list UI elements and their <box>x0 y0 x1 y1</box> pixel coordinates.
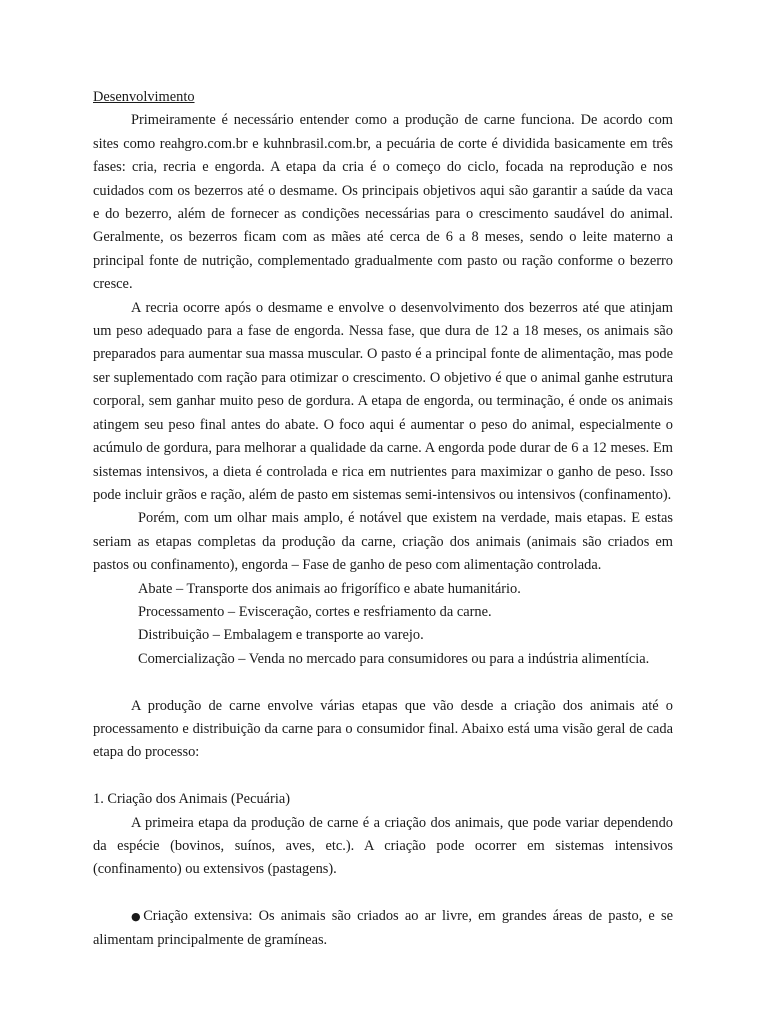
bullet-item-criacao-extensiva <box>93 905 673 952</box>
section-title-criacao: 1. Criação dos Animais (Pecuária) <box>93 791 291 808</box>
document-page <box>93 86 673 952</box>
paragraph-overview: A produção de carne envolve várias etapas que vão desde a criação dos animais até o processamento e distribuição da carne para o consumidor final. Abaixo está uma visão geral de cada etapa do processo: <box>93 697 673 761</box>
bullet-icon: ● <box>131 910 144 924</box>
spacer <box>93 882 673 905</box>
stage-abate: Abate – Transporte dos animais ao frigorífico e abate humanitário. <box>138 580 521 597</box>
spacer <box>93 671 673 694</box>
spacer <box>93 765 673 788</box>
stage-comercializacao: Comercialização – Venda no mercado para consumidores ou para a indústria alimentícia. <box>138 650 650 667</box>
paragraph-etapas: Porém, com um olhar mais amplo, é notável que existem na verdade, mais etapas. E estas seriam as etapas completas da produção da carne, criação dos animais (animais são criados em pastos ou confinamento), engorda – Fase de ganho de peso com alimentação controlada. <box>93 510 673 574</box>
stage-processamento: Processamento – Evisceração, cortes e resfriamento da carne. <box>138 603 492 620</box>
stage-distribuicao: Distribuição – Embalagem e transporte ao varejo. <box>138 627 424 644</box>
paragraph-criacao: A primeira etapa da produção de carne é a criação dos animais, que pode variar dependendo da espécie (bovinos, suínos, aves, etc.). A criação pode ocorrer em sistemas intensivos (confinamento) ou extensivos (pastagens). <box>93 814 673 878</box>
paragraph-recria-engorda: A recria ocorre após o desmame e envolve o desenvolvimento dos bezerros até que atinjam um peso adequado para a fase de engorda. Nessa fase, que dura de 12 a 18 meses, os animais são preparados para aumentar sua massa muscular. O pasto é a principal fonte de alimentação, mas pode ser suplementado com ração para otimizar o crescimento. O objetivo é que o animal ganhe estrutura corporal, sem ganhar muito peso de gordura. A etapa de engorda, ou terminação, é onde os animais atingem seu peso final antes do abate. O foco aqui é aumentar o peso do animal, especialmente o acúmulo de gordura, para melhorar a qualidade da carne. A engorda pode durar de 6 a 12 meses. Em sistemas intensivos, a dieta é controlada e rica em nutrientes para maximizar o ganho de peso. Isso pode incluir grãos e ração, além de pasto em sistemas semi-intensivos ou intensivos (confinamento). <box>93 299 673 503</box>
bullet-text: Criação extensiva: Os animais são criados ao ar livre, em grandes áreas de pasto, e se alimentam principalmente de gramíneas. <box>93 908 673 948</box>
section-heading: Desenvolvimento <box>93 89 195 105</box>
paragraph-cria: Primeiramente é necessário entender como a produção de carne funciona. De acordo com sites como reahgro.com.br e kuhnbrasil.com.br, a pecuária de corte é dividida basicamente em três fases: cria, recria e engorda. A etapa da cria é o começo do ciclo, focada na reprodução e nos cuidados com os bezerros até o desmame. Os principais objetivos aqui são garantir a saúde da vaca e do bezerro, além de fornecer as condições necessárias para o crescimento saudável do animal. Geralmente, os bezerros ficam com as mães até cerca de 6 a 8 meses, sendo o leite materno a principal fonte de nutrição, complementado gradualmente com pasto ou ração conforme o bezerro cresce. <box>93 112 673 293</box>
